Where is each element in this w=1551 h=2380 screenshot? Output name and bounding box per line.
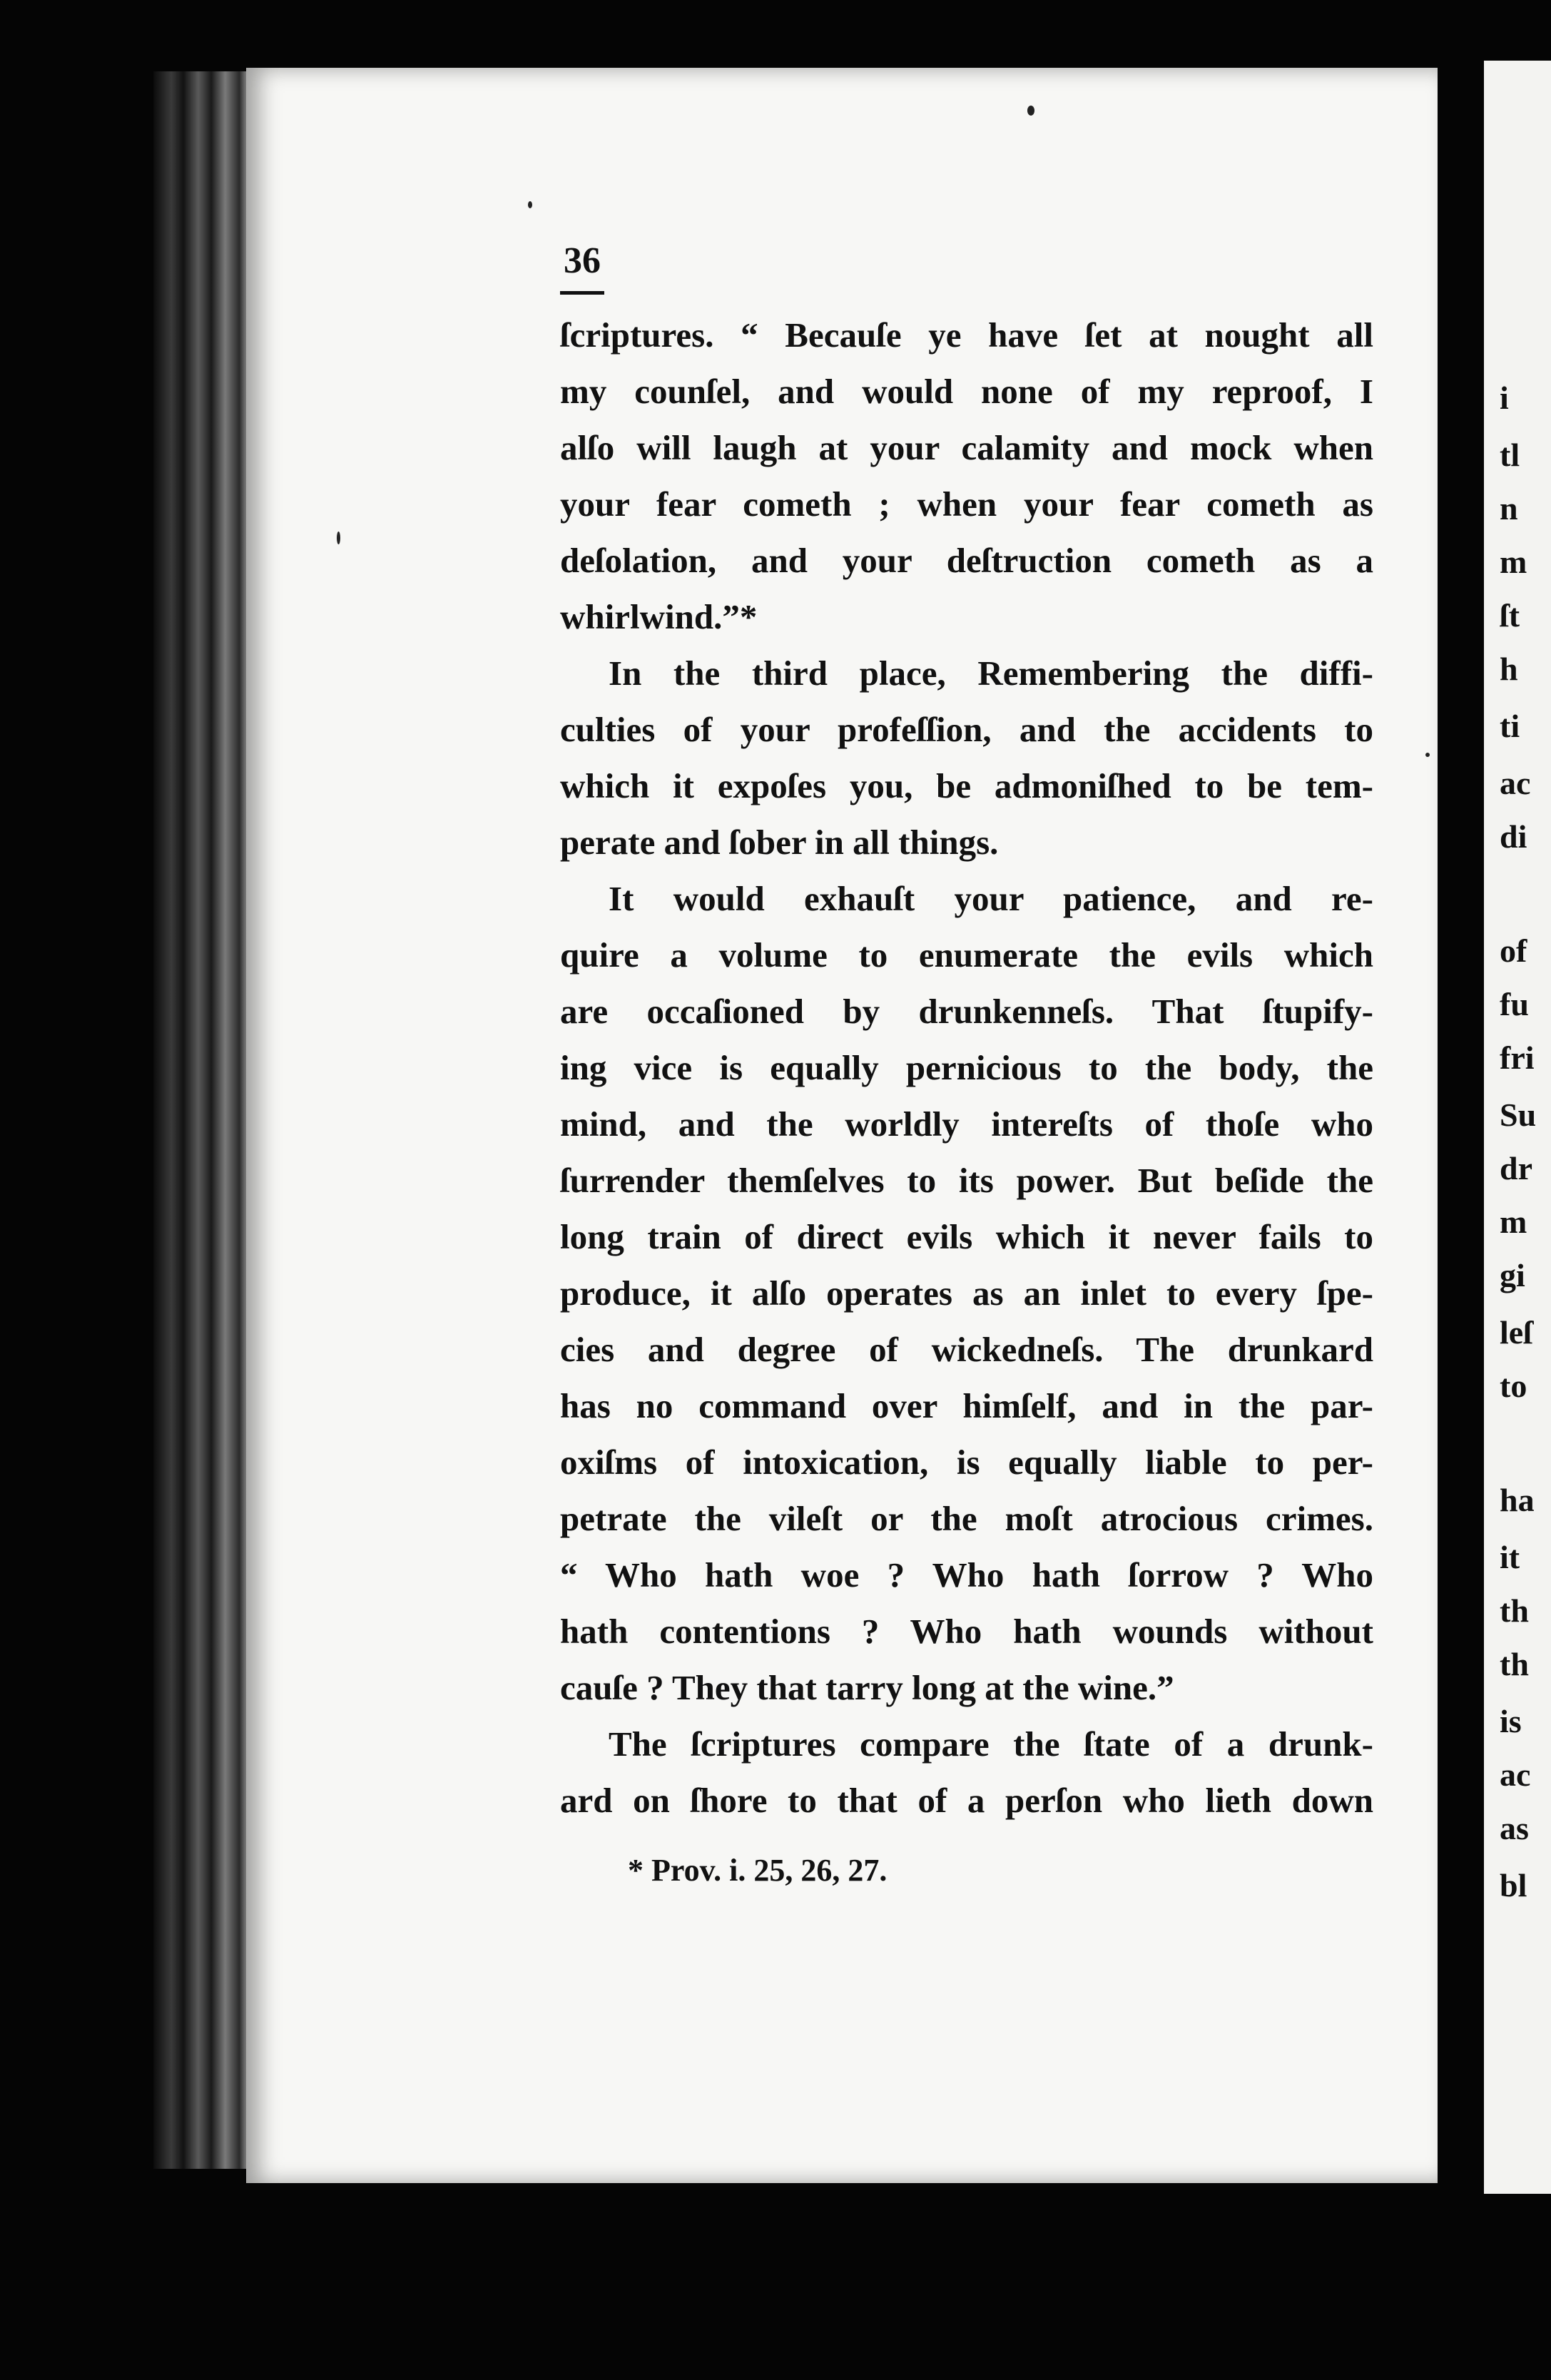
text-line: are occaſioned by drunkenneſs. That ſtupify- bbox=[560, 992, 1373, 1031]
facing-page bbox=[1484, 61, 1551, 2194]
text-line: In the third place, Remembering the diffi- bbox=[609, 654, 1373, 693]
facing-page-fragment: m bbox=[1500, 1204, 1527, 1240]
facing-page-fragment: tl bbox=[1500, 437, 1520, 473]
facing-page-fragment: ſt bbox=[1500, 597, 1520, 634]
text-line: ſcriptures. “ Becauſe ye have ſet at nought all bbox=[560, 315, 1373, 355]
facing-page-fragment: th bbox=[1500, 1646, 1529, 1682]
facing-page-fragment: di bbox=[1500, 818, 1527, 855]
text-line: quire a volume to enumerate the evils which bbox=[560, 935, 1373, 975]
text-line: ard on ſhore to that of a perſon who lieth down bbox=[560, 1781, 1373, 1820]
text-line: The ſcriptures compare the ſtate of a drunk- bbox=[609, 1724, 1373, 1764]
text-line: It would exhauſt your patience, and re- bbox=[609, 879, 1373, 918]
facing-page-fragment: h bbox=[1500, 651, 1518, 687]
text-line: deſolation, and your deſtruction cometh as a bbox=[560, 541, 1373, 580]
page-body bbox=[560, 307, 1373, 1829]
footnote: * Prov. i. 25, 26, 27. bbox=[628, 1853, 888, 1888]
book-spine bbox=[153, 71, 253, 2169]
text-line: whirlwind.”* bbox=[560, 597, 758, 636]
facing-page-fragment: it bbox=[1500, 1539, 1520, 1575]
facing-page-fragment: to bbox=[1500, 1368, 1527, 1404]
speck bbox=[1027, 106, 1034, 116]
text-line: which it expoſes you, be admoniſhed to be tem- bbox=[560, 766, 1373, 805]
facing-page-fragment: of bbox=[1500, 932, 1527, 969]
text-line: “ Who hath woe ? Who hath ſorrow ? Who bbox=[560, 1555, 1373, 1595]
facing-page-fragment: ti bbox=[1500, 708, 1520, 744]
text-line: cauſe ? They that tarry long at the wine.” bbox=[560, 1668, 1174, 1707]
text-line: your fear cometh ; when your fear cometh as bbox=[560, 484, 1373, 524]
facing-page-fragment: fu bbox=[1500, 986, 1529, 1022]
speck bbox=[528, 201, 532, 208]
facing-page-fragment: Su bbox=[1500, 1097, 1537, 1133]
text-line: my counſel, and would none of my reproof, I bbox=[560, 372, 1373, 411]
facing-page-fragment: is bbox=[1500, 1703, 1522, 1739]
facing-page-fragment: bl bbox=[1500, 1867, 1527, 1903]
text-line: has no command over himſelf, and in the par- bbox=[560, 1386, 1373, 1425]
facing-page-fragment: ha bbox=[1500, 1482, 1535, 1518]
text-line: ſurrender themſelves to its power. But beſide the bbox=[560, 1161, 1373, 1200]
text-line: alſo will laugh at your calamity and mock when bbox=[560, 428, 1373, 467]
facing-page-fragment: dr bbox=[1500, 1150, 1532, 1186]
facing-page-fragment: ac bbox=[1500, 765, 1531, 801]
text-line: long train of direct evils which it never fails to bbox=[560, 1217, 1373, 1256]
speck bbox=[1425, 753, 1430, 757]
facing-page-fragment: i bbox=[1500, 380, 1509, 416]
text-line: oxiſms of intoxication, is equally liable to per- bbox=[560, 1443, 1373, 1482]
text-line: culties of your profeſſion, and the accidents to bbox=[560, 710, 1373, 749]
facing-page-fragment: fri bbox=[1500, 1039, 1535, 1076]
header-rule bbox=[560, 291, 604, 295]
speck bbox=[337, 532, 340, 544]
facing-page-fragment: leſ bbox=[1500, 1314, 1532, 1351]
page-number: 36 bbox=[564, 240, 601, 281]
text-line: hath contentions ? Who hath wounds without bbox=[560, 1612, 1373, 1651]
facing-page-fragment: m bbox=[1500, 544, 1527, 580]
text-line: produce, it alſo operates as an inlet to every ſpe- bbox=[560, 1273, 1373, 1313]
text-line: perate and ſober in all things. bbox=[560, 823, 999, 862]
text-line: petrate the vileſt or the moſt atrocious crimes. bbox=[560, 1499, 1373, 1538]
facing-page-fragment: n bbox=[1500, 490, 1518, 527]
facing-page-fragment: th bbox=[1500, 1592, 1529, 1629]
text-line: cies and degree of wickedneſs. The drunkard bbox=[560, 1330, 1373, 1369]
facing-page-fragment: gi bbox=[1500, 1257, 1525, 1293]
facing-page-fragment: as bbox=[1500, 1810, 1529, 1846]
text-line: ing vice is equally pernicious to the body, the bbox=[560, 1048, 1373, 1087]
facing-page-fragment: ac bbox=[1500, 1756, 1531, 1793]
text-line: mind, and the worldly intereſts of thoſe who bbox=[560, 1104, 1373, 1144]
